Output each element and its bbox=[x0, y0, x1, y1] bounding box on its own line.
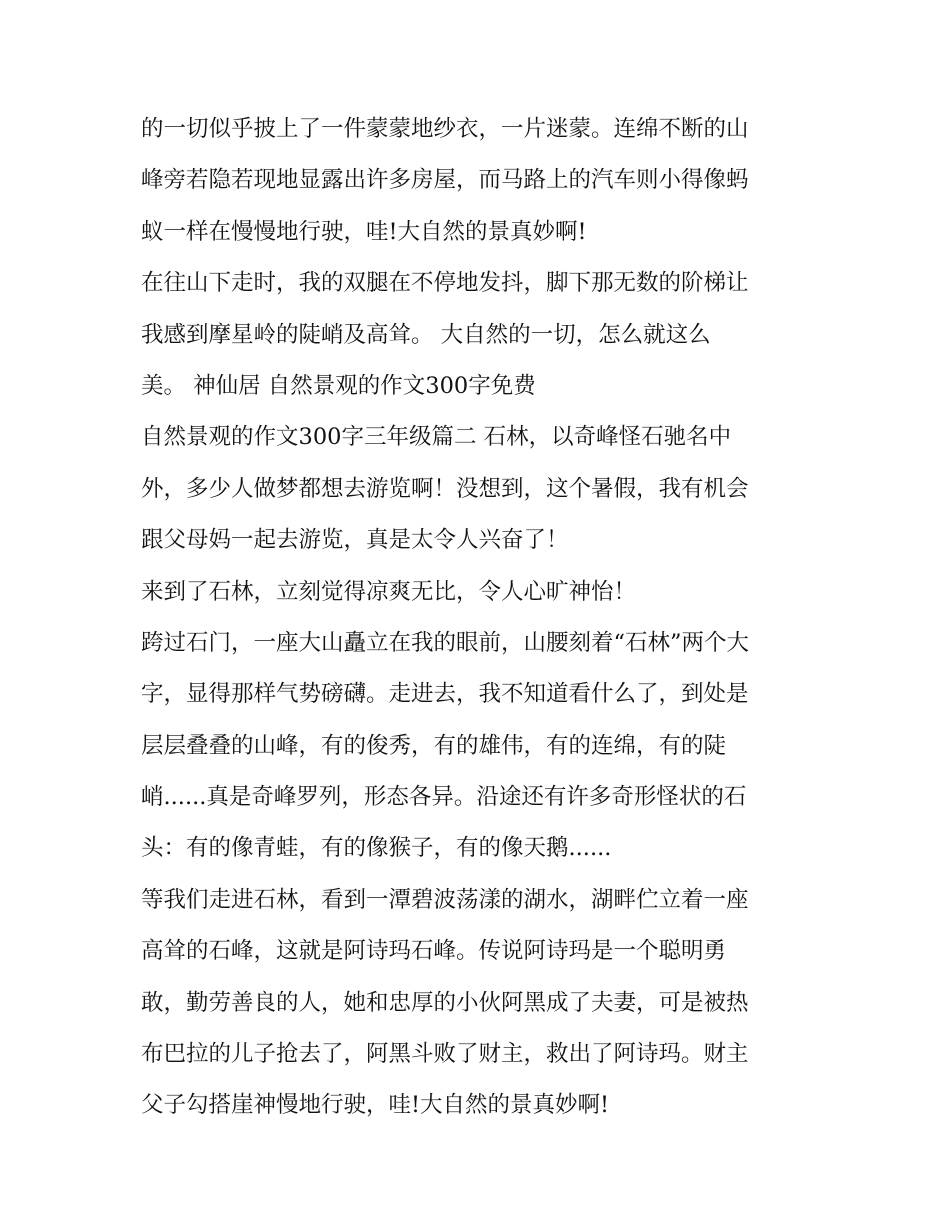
text-line: 的一切似乎披上了一件蒙蒙地纱衣，一片迷蒙。连绵不断的山 bbox=[141, 116, 749, 142]
text-line: 来到了石林，立刻觉得凉爽无比，令人心旷神怡！ bbox=[141, 578, 637, 605]
text-line: 层层叠叠的山峰，有的俊秀，有的雄伟，有的连绵，有的陡 bbox=[141, 732, 727, 759]
text-line: 等我们走进石林，看到一潭碧波荡漾的湖水，湖畔伫立着一座 bbox=[141, 886, 749, 913]
text-line: 跨过石门，一座大山矗立在我的眼前，山腰刻着“石林”两个大 bbox=[141, 629, 750, 656]
text-line: 我感到摩星岭的陡峭及高耸。 大自然的一切，怎么就这么 bbox=[141, 321, 711, 348]
text-line: 字，显得那样气势磅礴。走进去，我不知道看什么了，到处是 bbox=[141, 681, 749, 708]
text-line: 头：有的像青蛙，有的像猴子，有的像天鹅...... bbox=[141, 835, 612, 862]
text-line: 蚁一样在慢慢地行驶，哇!大自然的景真妙啊! bbox=[141, 218, 587, 245]
essay-text bbox=[141, 104, 831, 1132]
text-line: 敢，勤劳善良的人，她和忠厚的小伙阿黑成了夫妻，可是被热 bbox=[141, 989, 749, 1016]
text-line: 峭......真是奇峰罗列，形态各异。沿途还有许多奇形怪状的石 bbox=[141, 784, 747, 811]
text-line: 峰旁若隐若现地显露出许多房屋，而马路上的汽车则小得像蚂 bbox=[141, 167, 749, 194]
text-line: 父子勾搭崖神慢地行驶，哇!大自然的景真妙啊! bbox=[141, 1092, 610, 1119]
text-line: 跟父母妈一起去游览，真是太令人兴奋了！ bbox=[141, 527, 569, 554]
text-line: 在往山下走时，我的双腿在不停地发抖，脚下那无数的阶梯让 bbox=[141, 270, 749, 297]
text-line: 美。 神仙居 自然景观的作文300字免费 bbox=[141, 372, 536, 399]
text-line: 高耸的石峰，这就是阿诗玛石峰。传说阿诗玛是一个聪明勇 bbox=[141, 938, 727, 965]
text-line: 自然景观的作文300字三年级篇二 石林，以奇峰怪石驰名中 bbox=[141, 424, 732, 451]
text-line: 外，多少人做梦都想去游览啊！没想到，这个暑假，我有机会 bbox=[141, 475, 749, 502]
text-line: 布巴拉的儿子抢去了，阿黑斗败了财主，救出了阿诗玛。财主 bbox=[141, 1041, 749, 1068]
